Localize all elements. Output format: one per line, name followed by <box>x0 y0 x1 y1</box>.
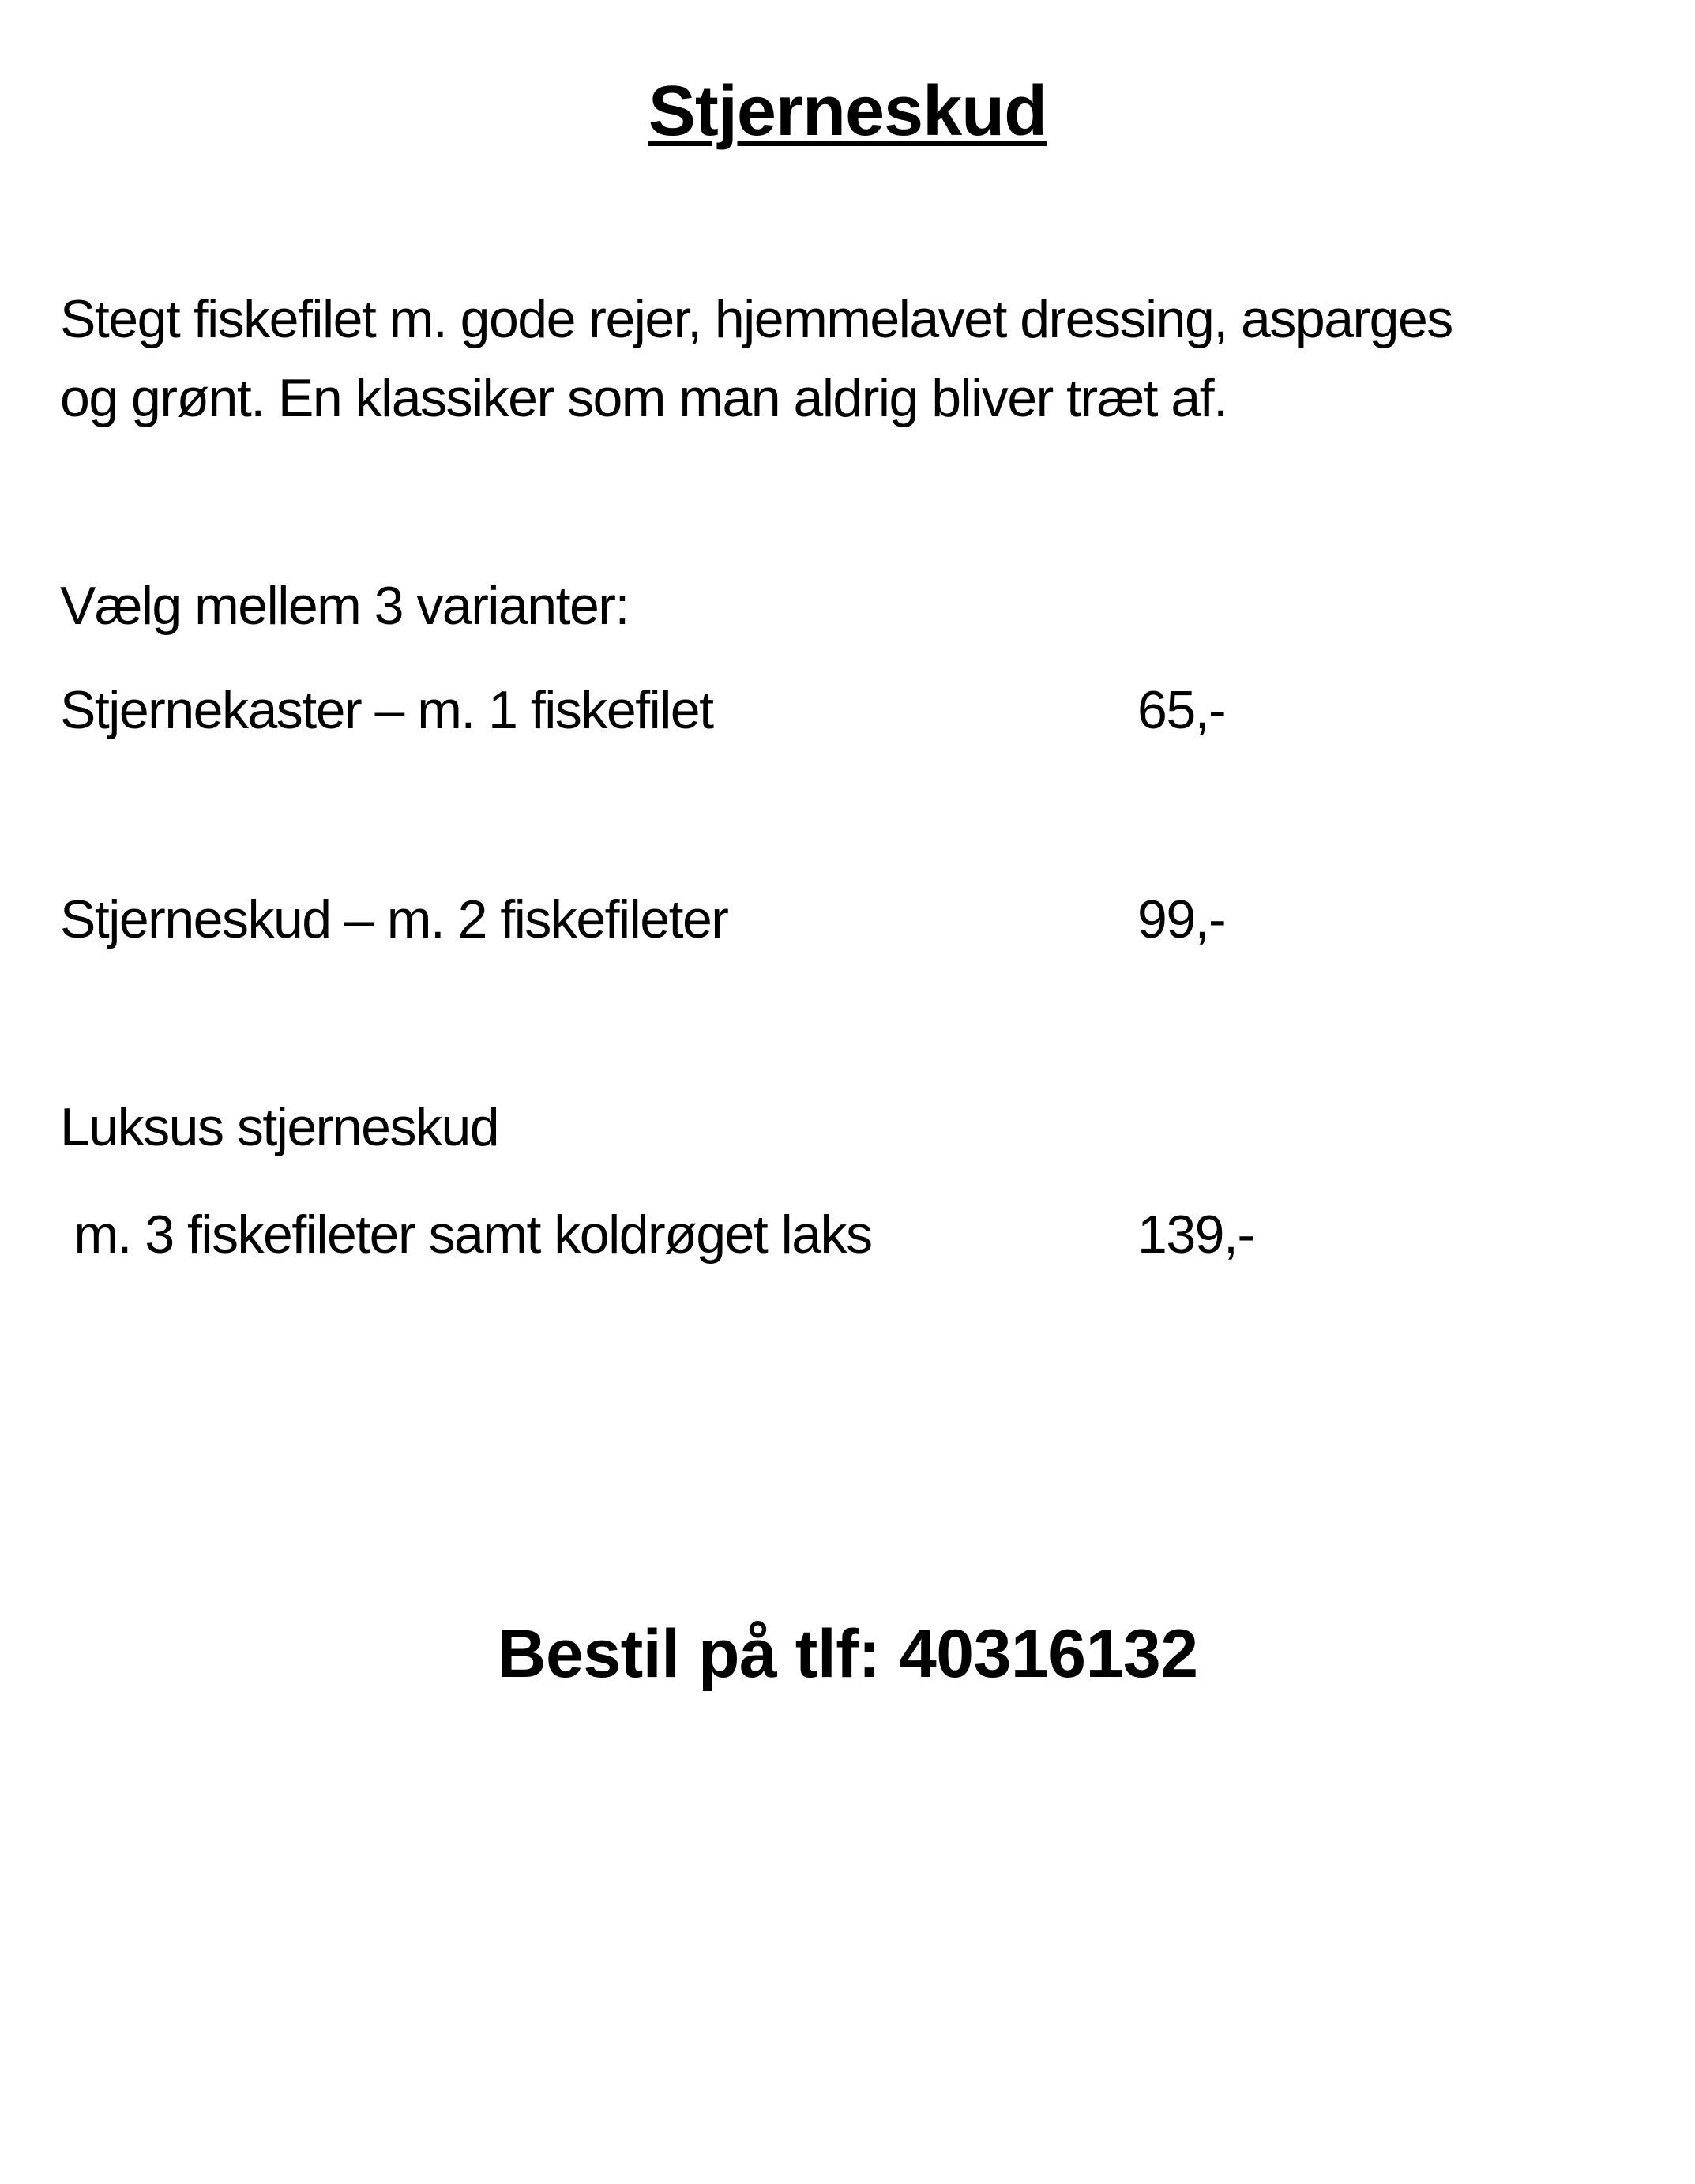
variant-price: 65,- <box>1137 680 1226 740</box>
variant-name: Stjerneskud – m. 2 fiskefileter <box>60 889 728 949</box>
description-line: og grønt. En klassiker som man aldrig bliver træt af. <box>60 368 1227 428</box>
page-title: Stjerneskud <box>648 72 1047 152</box>
variants-heading: Vælg mellem 3 varianter: <box>60 576 629 636</box>
variant-subline: m. 3 fiskefileter samt koldrøget laks <box>60 1205 872 1265</box>
variant-name: Luksus stjerneskud <box>60 1097 499 1157</box>
order-phone-line: Bestil på tlf: 40316132 <box>497 1616 1198 1692</box>
variant-name: Stjernekaster – m. 1 fiskefilet <box>60 680 713 740</box>
description-line: Stegt fiskefilet m. gode rejer, hjemmelavet dressing, asparges <box>60 289 1453 349</box>
variant-price: 99,- <box>1137 889 1226 949</box>
variant-price: 139,- <box>1137 1205 1254 1265</box>
